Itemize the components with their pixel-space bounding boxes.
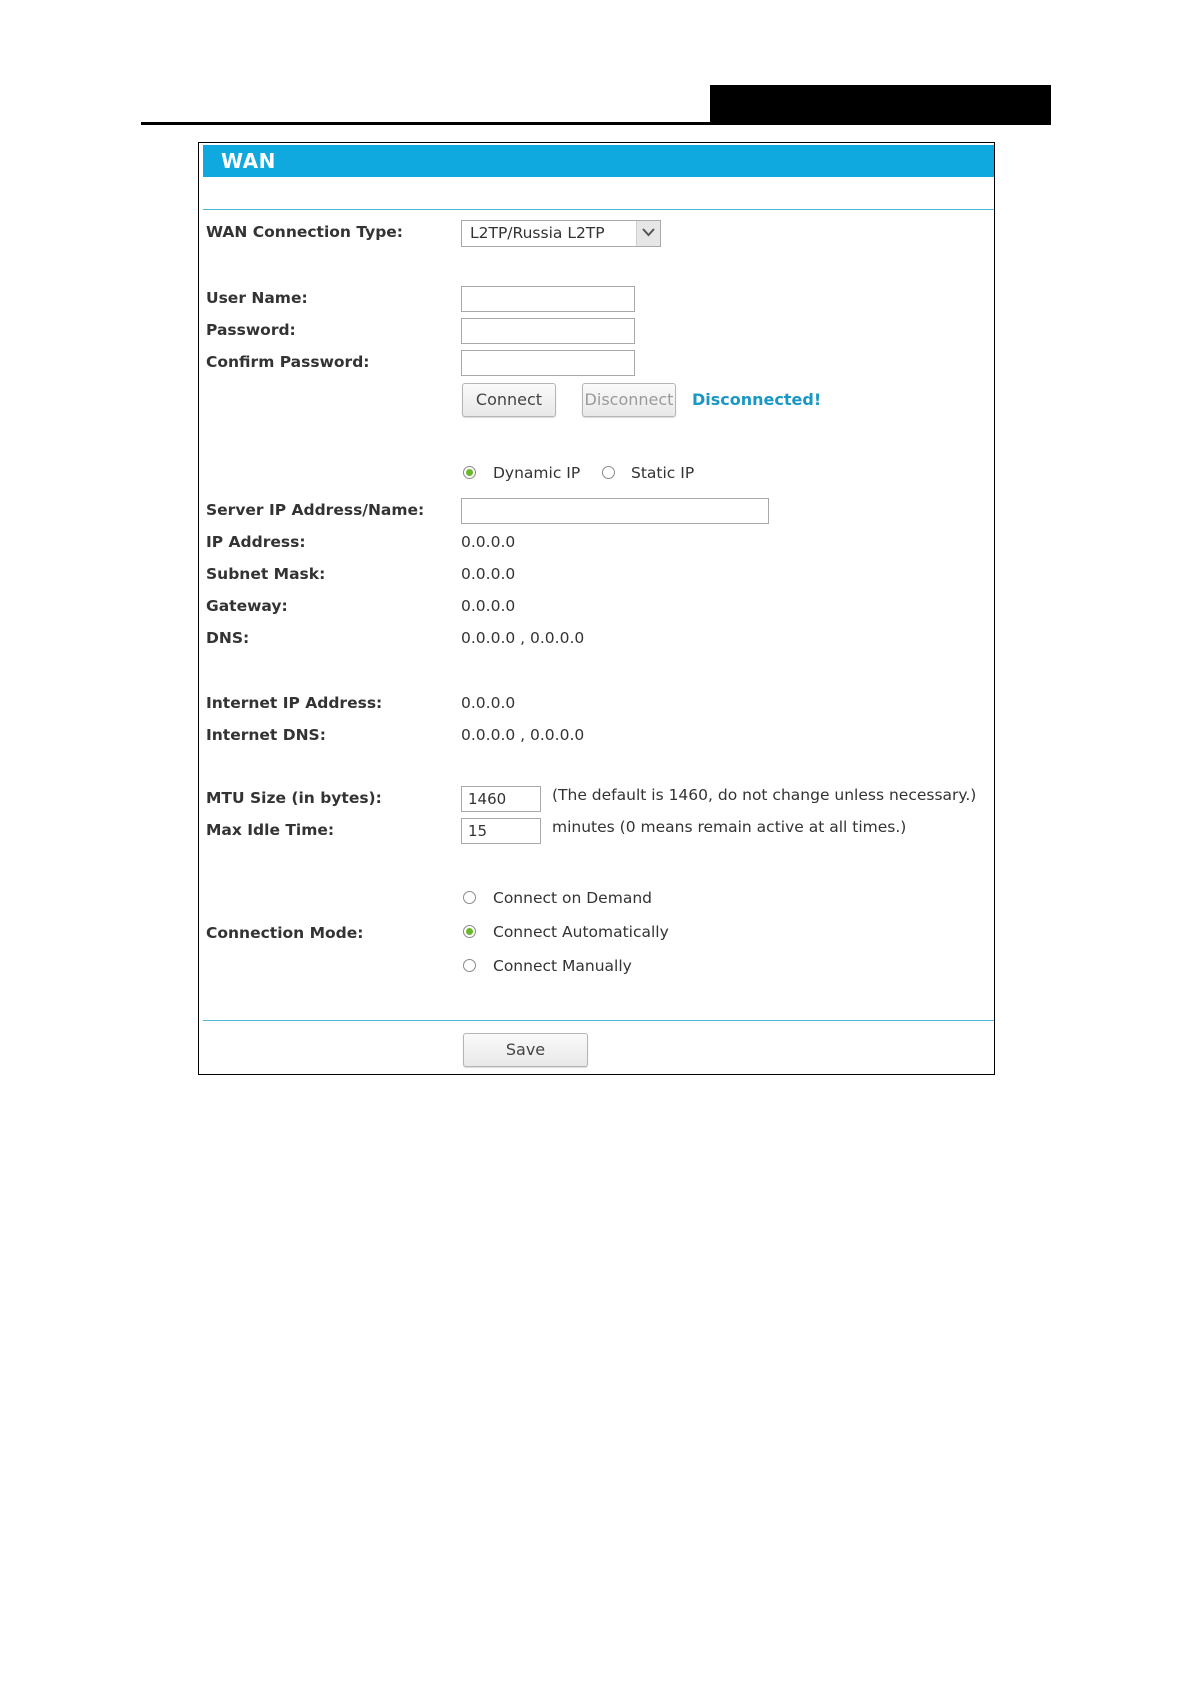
top-divider	[203, 209, 994, 210]
wan-connection-type-select[interactable]	[461, 220, 661, 247]
internet-dns-label: Internet DNS:	[206, 726, 326, 744]
confirm-password-label: Confirm Password:	[206, 353, 370, 371]
internet-ip-address-value: 0.0.0.0	[461, 694, 516, 712]
internet-ip-address-label: Internet IP Address:	[206, 694, 383, 712]
confirm-password-input[interactable]	[461, 350, 635, 376]
mtu-size-hint: (The default is 1460, do not change unless necessary.)	[552, 786, 977, 804]
dynamic-ip-label[interactable]: Dynamic IP	[493, 464, 581, 482]
subnet-mask-value: 0.0.0.0	[461, 565, 516, 583]
dns-label: DNS:	[206, 629, 250, 647]
panel-header	[203, 145, 994, 177]
wan-connection-type-label: WAN Connection Type:	[206, 223, 404, 241]
connect-on-demand-radio[interactable]	[463, 891, 476, 904]
max-idle-time-input[interactable]	[461, 818, 541, 844]
password-label: Password:	[206, 321, 296, 339]
disconnect-button[interactable]: Disconnect	[582, 383, 676, 417]
password-input[interactable]	[461, 318, 635, 344]
page-header-tab	[710, 85, 1051, 125]
dns-value: 0.0.0.0 , 0.0.0.0	[461, 629, 585, 647]
wan-connection-type-value: L2TP/Russia L2TP	[470, 224, 605, 242]
static-ip-radio[interactable]	[602, 466, 615, 479]
max-idle-time-hint: minutes (0 means remain active at all times.)	[552, 818, 907, 836]
server-address-label: Server IP Address/Name:	[206, 501, 425, 519]
static-ip-label[interactable]: Static IP	[631, 464, 695, 482]
connect-manually-label[interactable]: Connect Manually	[493, 957, 632, 975]
connection-mode-label: Connection Mode:	[206, 924, 364, 942]
connect-automatically-radio[interactable]	[463, 925, 476, 938]
connection-status-text: Disconnected!	[692, 390, 822, 409]
subnet-mask-label: Subnet Mask:	[206, 565, 326, 583]
gateway-value: 0.0.0.0	[461, 597, 516, 615]
ip-address-value: 0.0.0.0	[461, 533, 516, 551]
connect-on-demand-label[interactable]: Connect on Demand	[493, 889, 652, 907]
connect-automatically-label[interactable]: Connect Automatically	[493, 923, 669, 941]
wan-settings-panel	[198, 142, 995, 1075]
max-idle-time-label: Max Idle Time:	[206, 821, 335, 839]
ip-address-label: IP Address:	[206, 533, 306, 551]
server-address-input[interactable]	[461, 498, 769, 524]
user-name-label: User Name:	[206, 289, 308, 307]
chevron-down-icon[interactable]	[636, 221, 660, 246]
save-button[interactable]: Save	[463, 1033, 588, 1067]
connect-manually-radio[interactable]	[463, 959, 476, 972]
panel-title: WAN	[221, 149, 276, 173]
dynamic-ip-radio[interactable]	[463, 466, 476, 479]
connect-button[interactable]: Connect	[462, 383, 556, 417]
internet-dns-value: 0.0.0.0 , 0.0.0.0	[461, 726, 585, 744]
mtu-size-input[interactable]	[461, 786, 541, 812]
user-name-input[interactable]	[461, 286, 635, 312]
gateway-label: Gateway:	[206, 597, 288, 615]
mtu-size-label: MTU Size (in bytes):	[206, 789, 382, 807]
bottom-divider	[203, 1020, 994, 1021]
